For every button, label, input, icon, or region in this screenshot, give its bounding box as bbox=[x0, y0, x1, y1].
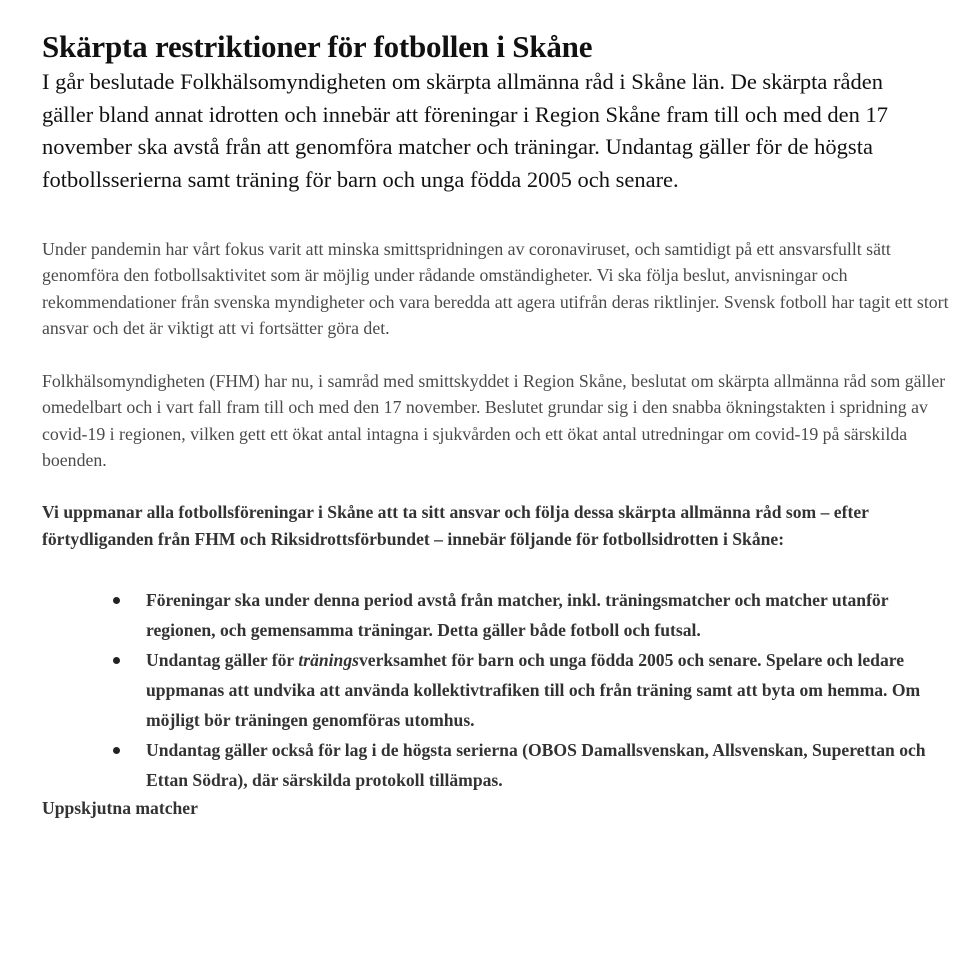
paragraph-call-to-action: Vi uppmanar alla fotbollsföreningar i Skåne att ta sitt ansvar och följa dessa skärpta allmänna råd som – efter förtydliganden från FHM och Riksidrottsförbundet – innebär följande för fotbollsidrotten i Skåne: bbox=[42, 502, 869, 549]
list-item-text: Undantag gäller också för lag i de högsta serierna (OBOS Damallsvenskan, Allsvenskan, Superettan och Ettan Södra), där särskilda protokoll tillämpas. bbox=[146, 739, 926, 790]
article bbox=[42, 28, 957, 821]
list-item-text-prefix: Undantag gäller för bbox=[146, 649, 299, 670]
bullet-icon bbox=[113, 597, 120, 604]
article-title: Skärpta restriktioner för fotbollen i Skåne bbox=[42, 29, 593, 64]
section-heading-postponed-matches: Uppskjutna matcher bbox=[42, 797, 198, 818]
restrictions-list bbox=[42, 585, 957, 795]
list-item-text: Föreningar ska under denna period avstå från matcher, inkl. träningsmatcher och matcher utanför regionen, och gemensamma träningar. Detta gäller både fotboll och futsal. bbox=[146, 589, 889, 640]
bullet-icon bbox=[113, 747, 120, 754]
article-lead: I går beslutade Folkhälsomyndigheten om skärpta allmänna råd i Skåne län. De skärpta råden gäller bland annat idrotten och innebär att föreningar i Region Skåne fram till och med den 17 november ska avstå från att genomföra matcher och träningar. Undantag gäller för de högsta fotbollsserierna samt träning för barn och unga födda 2005 och senare. bbox=[42, 69, 888, 192]
list-item-youth-exception bbox=[42, 645, 926, 735]
paragraph-fhm-decision: Folkhälsomyndigheten (FHM) har nu, i samråd med smittskyddet i Region Skåne, beslutat om skärpta allmänna råd som gäller omedelbart och i vart fall fram till och med den 17 november. Beslutet grundar sig i den snabba ökningstakten i spridning av covid-19 i regionen, vilken gett ett ökat antal intagna i sjukvården och ett ökat antal utredningar om covid-19 på särskilda boenden. bbox=[42, 371, 946, 471]
bullet-icon bbox=[113, 657, 120, 664]
list-item-matches-ban bbox=[42, 585, 926, 645]
list-item-text-italic: tränings bbox=[298, 649, 359, 670]
paragraph-pandemic-focus: Under pandemin har vårt fokus varit att minska smittspridningen av coronaviruset, och samtidigt på ett ansvarsfullt sätt genomföra den fotbollsaktivitet som är möjlig under rådande omständigheter. Vi ska följa beslut, anvisningar och rekommendationer från svenska myndigheter och vara beredda att agera utifrån deras riktlinjer. Svensk fotboll har tagit ett stort ansvar och det är viktigt att vi fortsätter göra det. bbox=[42, 239, 949, 338]
list-item-top-leagues-exception bbox=[42, 735, 926, 795]
list-item-text-suffix: verksamhet för barn och unga födda 2005 och senare. Spelare och ledare uppmanas att undvika att använda kollektivtrafiken till och från träning samt att byta om hemma. Om möjligt bör träningen genomföras utomhus. bbox=[146, 649, 921, 730]
